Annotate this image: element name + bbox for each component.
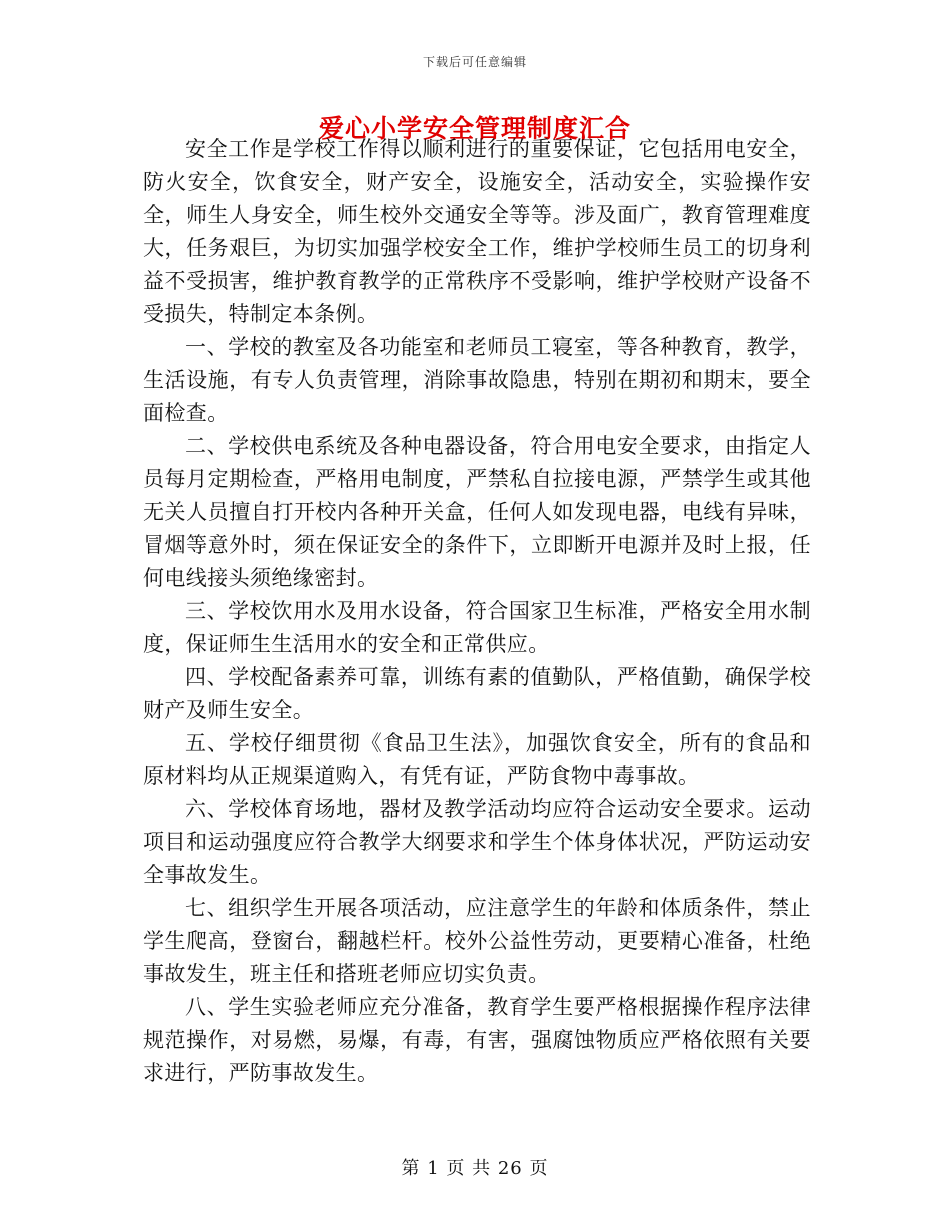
paragraph-item-2: 二、学校供电系统及各种电器设备，符合用电安全要求，由指定人员每月定期检查，严格用电制度，严禁私自拉接电源，严禁学生或其他无关人员擅自打开校内各种开关盒，任何人如发现电器，电线有异味，冒烟等意外时，须在保证安全的条件下，立即断开电源并及时上报，任何电线接头须绝缘密封。 [143, 434, 811, 590]
paragraph-intro: 安全工作是学校工作得以顺利进行的重要保证，它包括用电安全，防火安全，饮食安全，财产安全，设施安全，活动安全，实验操作安全，师生人身安全，师生校外交通安全等等。涉及面广，教育管理难度大，任务艰巨，为切实加强学校安全工作，维护学校师生员工的切身利益不受损害，维护教育教学的正常秩序不受影响，维护学校财产设备不受损失，特制定本条例。 [143, 137, 811, 326]
paragraph-item-1: 一、学校的教室及各功能室和老师员工寝室，等各种教育，教学，生活设施，有专人负责管理，消除事故隐患，特别在期初和期末，要全面检查。 [143, 335, 811, 425]
document-body [143, 133, 811, 1090]
paragraph-item-7: 七、组织学生开展各项活动，应注意学生的年龄和体质条件，禁止学生爬高，登窗台，翻越栏杆。校外公益性劳动，更要精心准备，杜绝事故发生，班主任和搭班老师应切实负责。 [143, 896, 811, 986]
paragraph-item-5: 五、学校仔细贯彻《食品卫生法》，加强饮食安全，所有的食品和原材料均从正规渠道购入，有凭有证，严防食物中毒事故。 [143, 731, 811, 788]
paragraph-item-4: 四、学校配备素养可靠，训练有素的值勤队，严格值勤，确保学校财产及师生安全。 [143, 665, 811, 722]
paragraph-item-3: 三、学校饮用水及用水设备，符合国家卫生标准，严格安全用水制度，保证师生生活用水的安全和正常供应。 [143, 599, 811, 656]
page-number: 第 1 页 共 26 页 [401, 1158, 549, 1179]
paragraph-item-6: 六、学校体育场地，器材及教学活动均应符合运动安全要求。运动项目和运动强度应符合教学大纲要求和学生个体身体状况，严防运动安全事故发生。 [143, 797, 811, 887]
header-note: 下载后可任意编辑 [422, 55, 527, 69]
document-title: 爱心小学安全管理制度汇合 [318, 114, 631, 143]
paragraph-item-8: 八、学生实验老师应充分准备，教育学生要严格根据操作程序法律规范操作，对易燃，易爆，有毒，有害，强腐蚀物质应严格依照有关要求进行，严防事故发生。 [143, 995, 811, 1085]
